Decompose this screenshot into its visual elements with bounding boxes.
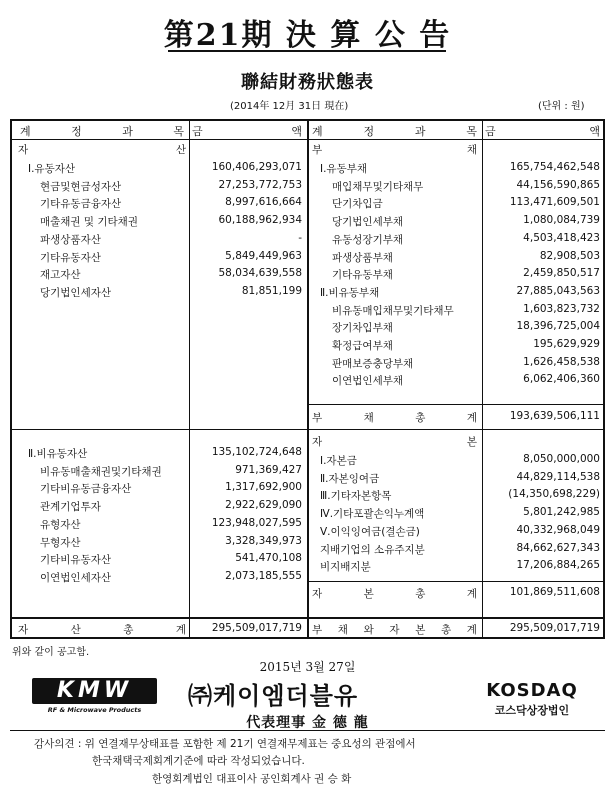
account-amount: (14,350,698,229) — [508, 488, 600, 501]
liabilities-section-title: 부 채 — [312, 144, 477, 156]
kmw-logo-tagline: RF & Microwave Products — [47, 706, 142, 714]
assets-section-title: 자 산 — [18, 144, 186, 156]
account-label: 파생상품자산 — [40, 233, 101, 246]
account-label: Ⅳ.기타포괄손익누계액 — [320, 508, 425, 521]
liab-equity-total-amount: 295,509,017,719 — [509, 622, 600, 634]
right-account-header: 계 정 과 목 — [312, 125, 477, 138]
account-amount: 1,603,823,732 — [523, 302, 600, 315]
left-account-header: 계 정 과 목 — [20, 125, 184, 138]
kosdaq-logo-text: KOSDAQ — [486, 680, 578, 701]
account-label: 현금및현금성자산 — [40, 180, 122, 193]
account-amount: 2,459,850,517 — [523, 267, 600, 280]
mid-rule — [12, 429, 603, 430]
account-label: Ⅱ.비유동부채 — [320, 286, 380, 299]
account-amount: 4,503,418,423 — [523, 231, 600, 244]
account-label: 비유동매입채무및기타채무 — [332, 304, 454, 317]
equity-section-title: 자 본 — [312, 436, 477, 448]
account-amount: 82,908,503 — [539, 249, 600, 262]
account-label: 지배기업의 소유주지분 — [320, 543, 425, 556]
account-amount: 2,073,185,555 — [225, 569, 302, 582]
account-label: 기타유동자산 — [40, 251, 101, 264]
account-amount: 40,332,968,049 — [516, 523, 600, 536]
account-label: 기타비유동자산 — [40, 554, 112, 567]
account-label: 재고자산 — [40, 269, 81, 282]
assets-total-label: 자 산 총 계 — [18, 624, 186, 636]
account-label: 단기차입금 — [332, 198, 383, 211]
account-amount: 541,470,108 — [235, 552, 302, 565]
account-label: Ⅰ.유동자산 — [28, 163, 76, 175]
account-amount: 6,062,406,360 — [523, 373, 600, 386]
account-amount: 1,080,084,739 — [523, 214, 600, 227]
unit-label: (단위 : 원) — [538, 101, 585, 112]
account-amount: 27,253,772,753 — [218, 178, 302, 191]
balance-sheet-table — [10, 119, 605, 639]
account-label: 유동성장기부채 — [332, 233, 404, 246]
account-amount: 3,328,349,973 — [225, 534, 302, 547]
account-amount: 44,156,590,865 — [516, 178, 600, 191]
account-label: Ⅰ.자본금 — [320, 455, 357, 467]
account-amount: 5,849,449,963 — [225, 249, 302, 262]
account-label: 비유동매출채권및기타채권 — [40, 465, 162, 478]
equity-total-amount: 101,869,511,608 — [509, 586, 600, 598]
account-label: 무형자산 — [40, 536, 81, 549]
account-label: Ⅴ.이익잉여금(결손금) — [320, 525, 420, 538]
col-divider — [189, 121, 190, 637]
equity-total-rule-top — [307, 581, 603, 582]
account-label: 매입채무및기타채무 — [332, 180, 424, 193]
account-label: Ⅱ.자본잉여금 — [320, 472, 380, 485]
account-amount: 84,662,627,343 — [516, 541, 600, 554]
account-label: 이연법인세자산 — [40, 571, 112, 584]
account-amount: 971,369,427 — [235, 463, 302, 476]
liab-total-label: 부 채 총 계 — [312, 412, 477, 424]
account-label: 기타비유동금융자산 — [40, 483, 132, 496]
equity-total-label: 자 본 총 계 — [312, 588, 477, 600]
left-amount-header: 금 액 — [192, 125, 302, 138]
kosdaq-logo-tagline: 코스닥상장법인 — [494, 704, 570, 717]
period-label: (2014年 12月 31日 現在) — [230, 101, 349, 112]
header-rule — [12, 139, 603, 140]
announcement-note: 위와 같이 공고함. — [12, 647, 90, 658]
account-label: 기타유동부채 — [332, 269, 393, 282]
account-amount: 8,050,000,000 — [523, 453, 600, 465]
account-amount: 113,471,609,501 — [509, 196, 600, 209]
account-label: 당기법인세부채 — [332, 216, 404, 229]
account-amount: 165,754,462,548 — [509, 161, 600, 173]
liab-total-rule-top — [307, 404, 603, 405]
assets-total-amount: 295,509,017,719 — [211, 622, 302, 634]
announcement-date: 2015년 3월 27일 — [259, 660, 356, 674]
right-amount-header: 금 액 — [485, 125, 600, 138]
account-amount: 8,997,616,664 — [225, 196, 302, 209]
notice-title: 第21期 決 算 公 告 — [163, 18, 452, 53]
liab-total-amount: 193,639,506,111 — [509, 410, 600, 422]
account-label: 장기차입부채 — [332, 322, 393, 335]
account-label: 비지배지분 — [320, 561, 371, 574]
liab-equity-total-label: 부 채 와 자 본 총 계 — [312, 624, 477, 636]
account-amount: 5,801,242,985 — [523, 506, 600, 519]
account-amount: 27,885,043,563 — [516, 284, 600, 297]
account-label: 유형자산 — [40, 518, 81, 531]
account-label: Ⅲ.기타자본항목 — [320, 490, 392, 503]
account-amount: 58,034,639,558 — [218, 267, 302, 280]
account-label: Ⅱ.비유동자산 — [28, 448, 88, 460]
grand-total-rule — [12, 617, 603, 619]
account-amount: 123,948,027,595 — [211, 516, 302, 529]
account-label: Ⅰ.유동부채 — [320, 163, 368, 175]
account-amount: - — [298, 231, 302, 244]
account-amount: 1,317,692,900 — [225, 481, 302, 494]
account-label: 매출채권 및 기타채권 — [40, 216, 138, 229]
account-amount: 17,206,884,265 — [516, 559, 600, 572]
account-amount: 160,406,293,071 — [211, 161, 302, 173]
statement-title: 聯結財務狀態表 — [241, 72, 374, 93]
representative-name: 代表理事 金 德 龍 — [246, 715, 369, 731]
account-amount: 1,626,458,538 — [523, 355, 600, 368]
account-label: 당기법인세자산 — [40, 286, 112, 299]
account-label: 판매보증충당부채 — [332, 357, 414, 370]
col-divider — [482, 121, 483, 637]
account-label: 기타유동금융자산 — [40, 198, 122, 211]
account-amount: 2,922,629,090 — [225, 499, 302, 512]
account-label: 확정급여부채 — [332, 340, 393, 352]
audit-top-rule — [10, 730, 605, 731]
company-name: ㈜케이엠더블유 — [188, 682, 359, 710]
title-underline — [168, 50, 446, 52]
account-label: 파생상품부채 — [332, 251, 393, 264]
kmw-logo-text: KMW — [56, 678, 133, 703]
account-label: 이연법인세부채 — [332, 375, 404, 388]
account-amount: 135,102,724,648 — [211, 446, 302, 458]
center-divider — [307, 121, 309, 637]
audit-opinion-line: 감사의견 : 위 연결재무상태표를 포함한 제 21기 연결재무제표는 중요성의 관점에서 — [34, 738, 416, 750]
account-amount: 60,188,962,934 — [218, 214, 302, 227]
auditor-signature-line: 한영회계법인 대표이사 공인회계사 권 승 화 — [152, 773, 352, 785]
audit-opinion-line: 한국채택국제회계기준에 따라 작성되었습니다. — [92, 755, 305, 767]
account-amount: 44,829,114,538 — [516, 470, 600, 483]
account-amount: 81,851,199 — [241, 284, 302, 297]
account-amount: 195,629,929 — [533, 338, 600, 350]
account-amount: 18,396,725,004 — [516, 320, 600, 333]
account-label: 관계기업투자 — [40, 501, 101, 514]
